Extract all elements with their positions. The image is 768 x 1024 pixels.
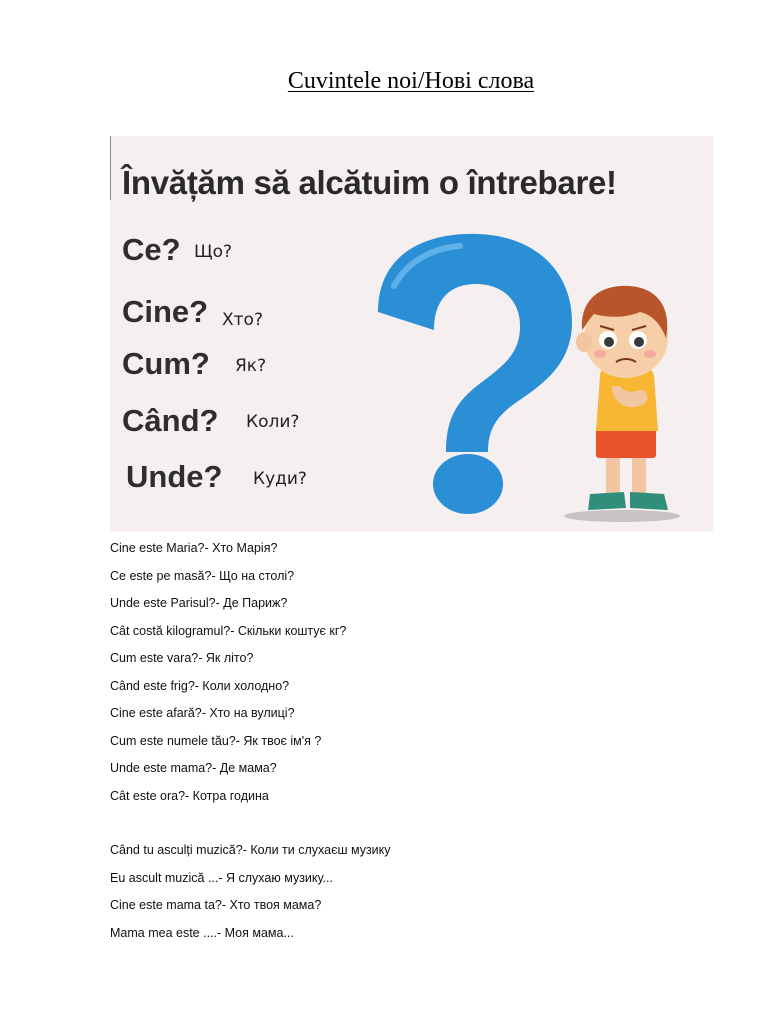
sentence-line: Unde este Parisul?- Де Париж?: [110, 596, 288, 610]
question-words-illustration: [110, 136, 713, 532]
question-translation-cum: Як?: [235, 356, 267, 376]
question-word-cand: Când?: [122, 403, 219, 438]
question-translation-ce: Що?: [194, 242, 233, 262]
sentence-line: Cum este vara?- Як літо?: [110, 651, 254, 665]
sentence-line: Unde este mama?- Де мама?: [110, 761, 277, 775]
sentence-line: Cine este mama ta?- Хто твоя мама?: [110, 898, 322, 912]
sentence-line: Eu ascult muzică ...- Я слухаю музику...: [110, 871, 333, 885]
question-translation-cand: Коли?: [246, 412, 300, 432]
document-title: Cuvintele noi/Нові слова: [287, 68, 535, 94]
question-word-cine: Cine?: [122, 294, 209, 329]
image-edge-line: [110, 136, 111, 200]
sentence-line: Cât este ora?- Котра година: [110, 789, 269, 803]
question-translation-cine: Хто?: [222, 310, 263, 330]
question-translation-unde: Куди?: [253, 469, 307, 489]
question-word-ce: Ce?: [122, 232, 181, 267]
illustration-heading: Învățăm să alcătuim o întrebare!: [122, 164, 617, 201]
sentence-line: Când tu asculți muzică?- Коли ти слухаєш музику: [110, 843, 391, 857]
thinking-boy-icon: [564, 286, 680, 522]
sentence-line: Cine este afară?- Хто на вулиці?: [110, 706, 295, 720]
sentence-line: Când este frig?- Коли холодно?: [110, 679, 290, 693]
question-word-unde: Unde?: [126, 459, 223, 494]
sentence-line: Cât costă kilogramul?- Скільки коштує кг?: [110, 624, 347, 638]
question-mark-icon: [378, 234, 572, 514]
question-word-cum: Cum?: [122, 346, 210, 381]
sentence-line: Cine este Maria?- Хто Марія?: [110, 541, 278, 555]
sentence-line: Mama mea este ....- Моя мама...: [110, 926, 294, 940]
sentence-line: Ce este pe masă?- Що на столі?: [110, 569, 295, 583]
question-mark-and-boy-art: [350, 226, 713, 532]
sentence-line: Cum este numele tău?- Як твоє ім'я ?: [110, 734, 322, 748]
